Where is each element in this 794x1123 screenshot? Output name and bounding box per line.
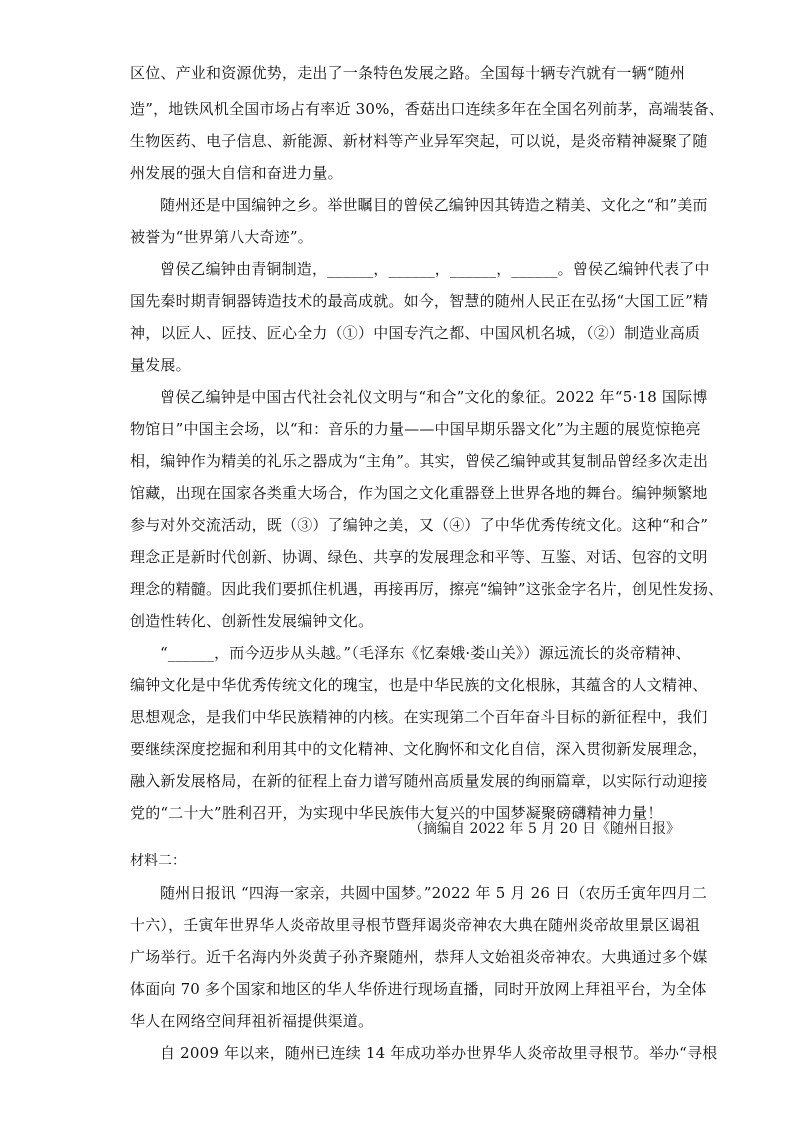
text-line: 思想观念，是我们中华民族精神的内核。在实现第二个百年奋斗目标的新征程中，我们 — [130, 708, 708, 726]
text-line: 相，编钟作为精美的礼乐之器成为“主角”。其实，曾侯乙编钟或其复制品曾经多次走出 — [130, 452, 709, 470]
text-line: 量发展。 — [130, 356, 191, 374]
text-line: 随州还是中国编钟之乡。举世瞩目的曾侯乙编钟因其铸造之精美、文化之“和”美而 — [160, 196, 708, 214]
text-line: 广场举行。近千名海内外炎黄子孙齐聚随州，恭拜人文始祖炎帝神农。大典通过多个媒 — [130, 948, 708, 966]
section-heading: 材料二： — [130, 853, 186, 869]
text-line: 自 2009 年以来，随州已连续 14 年成功举办世界华人炎帝故里寻根节。举办“寻根 — [160, 1044, 718, 1062]
text-line: 编钟文化是中华优秀传统文化的瑰宝，也是中华民族的文化根脉，其蕴含的人文精神、 — [130, 676, 708, 694]
text-line: 物馆日”中国主会场，以“和：音乐的力量——中国早期乐器文化”为主题的展览惊艳亮 — [130, 420, 701, 438]
text-line: 曾侯乙编钟是中国古代社会礼仪文明与“和合”文化的象征。2022 年“5·18 国际博 — [160, 388, 708, 406]
text-line: 造”，地铁风机全国市场占有率近 30%，香菇出口连续多年在全国名列前茅，高端装备、 — [130, 100, 724, 118]
text-line: 国先秦时期青铜器铸造技术的最高成就。如今，智慧的随州人民正在弘扬“大国工匠”精 — [130, 292, 709, 310]
text-line: 随州日报讯 “四海一家亲，共圆中国梦。”2022 年 5 月 26 日（农历壬寅年四月二 — [160, 884, 708, 902]
text-line: 曾侯乙编钟由青铜制造，______，______，______，______。曾侯乙编钟代表了中 — [160, 260, 710, 278]
text-line: 华人在网络空间拜祖祈福提供渠道。 — [130, 1012, 374, 1030]
text-line: 十六），壬寅年世界华人炎帝故里寻根节暨拜谒炎帝神农大典在随州炎帝故里景区谒祖 — [130, 916, 701, 934]
text-line: 生物医药、电子信息、新能源、新材料等产业异军突起，可以说，是炎帝精神凝聚了随 — [130, 132, 708, 150]
text-line: 理念正是新时代创新、协调、绿色、共享的发展理念和平等、互鉴、对话、包容的文明 — [130, 548, 708, 566]
text-line: 融入新发展格局，在新的征程上奋力谱写随州高质量发展的绚丽篇章，以实际行动迎接 — [130, 772, 708, 790]
text-line: 参与对外交流活动，既（③）了编钟之美，又（④）了中华优秀传统文化。这种“和合” — [130, 516, 709, 534]
text-line: 体面向 70 多个国家和地区的华人华侨进行现场直播，同时开放网上拜祖平台，为全体 — [130, 980, 707, 998]
text-line: 区位、产业和资源优势，走出了一条特色发展之路。全国每十辆专汽就有一辆“随州 — [130, 64, 686, 82]
text-line: 党的“二十大”胜利召开，为实现中华民族伟大复兴的中国梦凝聚磅礴精神力量！ — [130, 804, 663, 822]
text-line: 创造性转化、创新性发展编钟文化。 — [130, 612, 374, 630]
text-line: 理念的精髓。因此我们要抓住机遇，再接再厉，擦亮“编钟”这张金字名片，创见性发扬、 — [130, 580, 724, 598]
text-line: 州发展的强大自信和奋进力量。 — [130, 164, 343, 182]
text-line: “______，而今迈步从头越。”（毛泽东《忆秦娥·娄山关》）源远流长的炎帝精神、 — [160, 644, 691, 662]
text-line: 被誉为“世界第八大奇迹”。 — [130, 228, 313, 246]
source-citation: （摘编自 2022 年 5 月 20 日《随州日报》 — [409, 821, 681, 837]
text-line: 馆藏，出现在国家各类重大场合，作为国之文化重器登上世界各地的舞台。编钟频繁地 — [130, 484, 708, 502]
text-line: 要继续深度挖掘和利用其中的文化精神、文化胸怀和文化自信，深入贯彻新发展理念， — [130, 740, 708, 758]
text-line: 神，以匠人、匠技、匠心全力（①）中国专汽之都、中国风机名城，（②）制造业高质 — [130, 324, 701, 342]
